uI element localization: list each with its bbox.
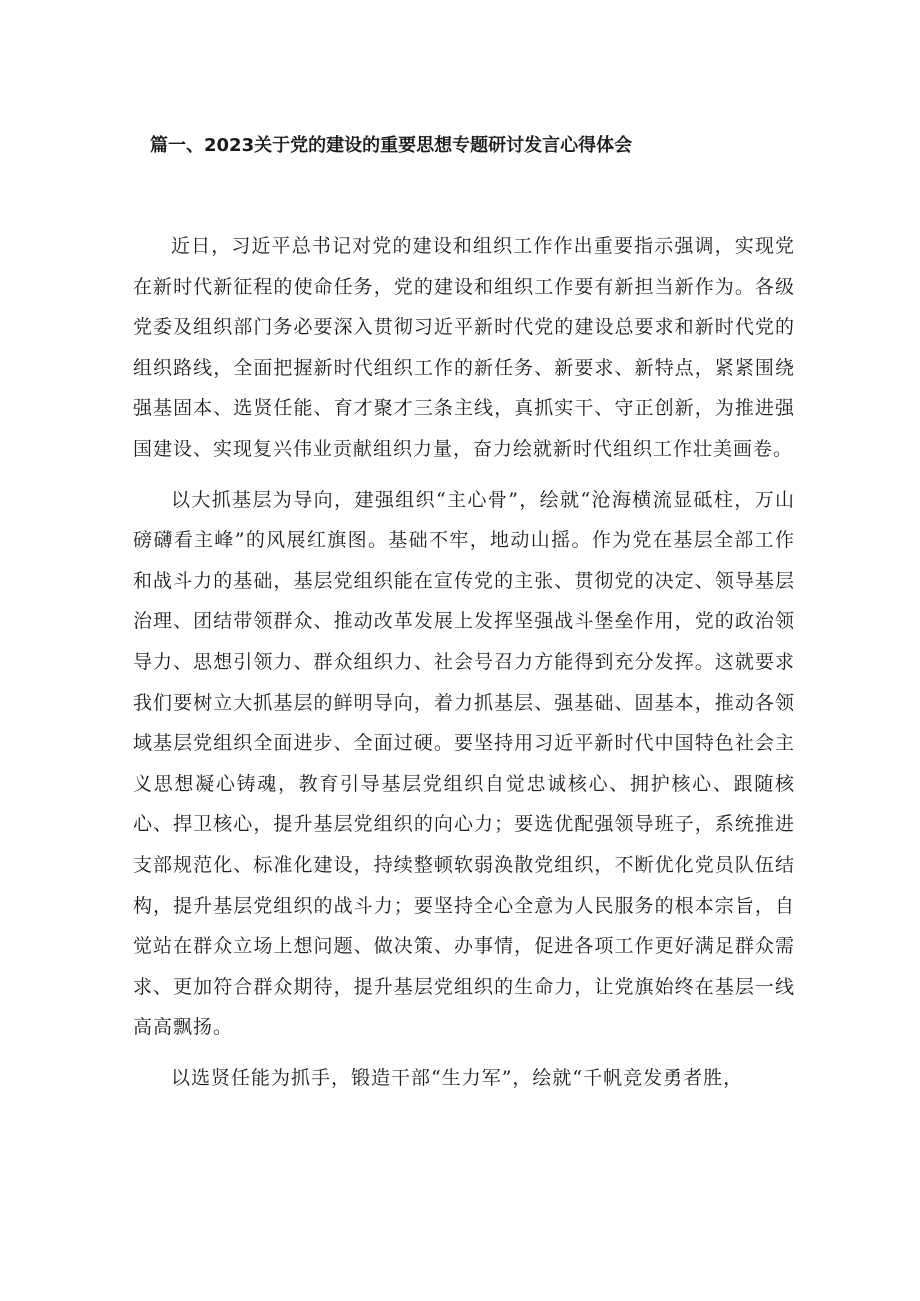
document-title: 篇一、2023关于党的建设的重要思想专题研讨发言心得体会	[150, 135, 633, 156]
paragraph-3: 以选贤任能为抓手，锻造干部“生力军”，绘就“千帆竞发勇者胜，	[171, 1066, 744, 1089]
paragraph-1: 近日，习近平总书记对党的建设和组织工作作出重要指示强调，实现党在新时代新征程的使命任务，党的建设和组织工作要有新担当新作为。各级党委及组织部门务必要深入贯彻习近平新时代党的建设总要求和新时代党的组织路线，全面把握新时代组织工作的新任务、新要求、新特点，紧紧围绕强基固本、选贤任能、育才聚才三条主线，真抓实干、守正创新，为推进强国建设、实现复兴伟业贡献组织力量，奋力绘就新时代组织工作壮美画卷。	[133, 235, 795, 460]
paragraph-2: 以大抓基层为导向，建强组织“主心骨”，绘就“沧海横流显砥柱，万山磅礴看主峰”的风展红旗图。基础不牢，地动山摇。作为党在基层全部工作和战斗力的基础，基层党组织能在宣传党的主张、贯彻党的决定、领导基层治理、团结带领群众、推动改革发展上发挥坚强战斗堡垒作用，党的政治领导力、思想引领力、群众组织力、社会号召力方能得到充分发挥。这就要求我们要树立大抓基层的鲜明导向，着力抓基层、强基础、固基本，推动各领域基层党组织全面进步、全面过硬。要坚持用习近平新时代中国特色社会主义思想凝心铸魂，教育引导基层党组织自觉忠诚核心、拥护核心、跟随核心、捍卫核心，提升基层党组织的向心力；要选优配强领导班子，系统推进支部规范化、标准化建设，持续整顿软弱涣散党组织，不断优化党员队伍结构，提升基层党组织的战斗力；要坚持全心全意为人民服务的根本宗旨，自觉站在群众立场上想问题、做决策、办事情，促进各项工作更好满足群众需求、更加符合群众期待，提升基层党组织的生命力，让党旗始终在基层一线高高飘扬。	[133, 488, 795, 1039]
document-body	[133, 226, 795, 1098]
